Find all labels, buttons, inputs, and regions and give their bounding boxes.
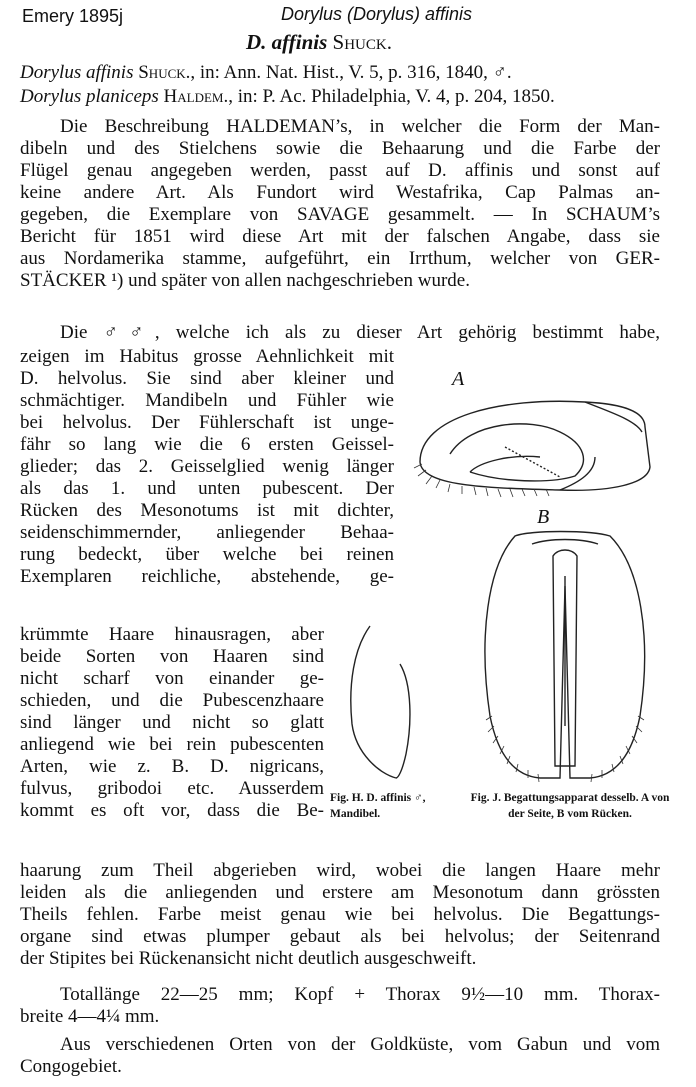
mandible-illustration xyxy=(340,624,420,784)
synonym-author: Haldem., xyxy=(163,86,233,107)
genitalia-side-view-illustration xyxy=(410,392,670,502)
text-line: dibeln und des Stielchens sowie die Behaarung und die Farbe der xyxy=(20,138,660,159)
text-line: der Stipites bei Rückenansicht nicht deutlich ausgeschweift. xyxy=(20,948,477,969)
text-line: Rücken des Mesonotums ist mit dichter, xyxy=(20,500,394,521)
header-citation: Emery 1895j xyxy=(22,6,124,26)
paragraph-2-narrow xyxy=(20,346,394,588)
text-line: Flügel genau angegeben werden, passt auf D. affinis und sonst auf xyxy=(20,160,660,181)
synonym-name: Dorylus affinis xyxy=(20,62,134,83)
text-line: Exemplaren reichliche, abstehende, ge- xyxy=(20,566,394,587)
text-line: Die Beschreibung HALDEMAN’s, in welcher die Form der Man- xyxy=(60,116,660,137)
species-title xyxy=(246,30,392,55)
figure-caption-h: Fig. H. D. affinis ♂, Mandibel. xyxy=(330,792,426,820)
paragraph-2-start xyxy=(20,322,660,344)
text-line: gegeben, die Exemplare von SAVAGE gesammelt. — In SCHAUM’s xyxy=(20,204,660,225)
text-line: organe sind etwas plumper gebaut als bei helvolus; der Seitenrand xyxy=(20,926,660,947)
title-name: D. affinis xyxy=(246,30,328,54)
text-line: keine andere Art. Als Fundort wird Westafrika, Cap Palmas an- xyxy=(20,182,660,203)
figure-label-a: A xyxy=(452,368,465,390)
text-line: nicht scharf von einander ge- xyxy=(20,668,324,689)
synonym-line xyxy=(20,62,512,84)
text-line: schieden, und die Pubescenzhaare xyxy=(20,690,324,711)
text-line: Arten, wie z. B. D. nigricans, xyxy=(20,756,324,777)
header-taxon: Dorylus (Dorylus) affinis xyxy=(281,4,473,24)
text-line: schmächtiger. Mandibeln und Fühler wie xyxy=(20,390,394,411)
figure-caption-j: Fig. J. Begattungsapparat desselb. A von der Seite, B vom Rücken. xyxy=(470,792,670,820)
paragraph-2-narrower xyxy=(20,624,324,822)
text-line: haarung zum Theil abgerieben wird, wobei die langen Haare mehr xyxy=(20,860,660,881)
text-line: Congogebiet. xyxy=(20,1056,122,1077)
text-line: seidenschimmernder, anliegender Behaa- xyxy=(20,522,394,543)
text-line: breite 4—4¼ mm. xyxy=(20,1006,160,1027)
text-line: fähr so lang wie die 6 ersten Geissel- xyxy=(20,434,394,455)
text-line: Aus verschiedenen Orten von der Goldküste, vom Gabun und vom xyxy=(60,1034,660,1055)
text-line: als das 1. und unten pubescent. Der xyxy=(20,478,394,499)
measurements xyxy=(20,984,660,1028)
text-line: bei helvolus. Der Fühlerschaft ist unge- xyxy=(20,412,394,433)
text-line: Totallänge 22—25 mm; Kopf + Thorax 9½—10 mm. Thorax- xyxy=(60,984,660,1005)
text-line: glieder; das 2. Geisselglied wenig länger xyxy=(20,456,394,477)
text-line: STÄCKER ¹) und später von allen nachgeschrieben wurde. xyxy=(20,270,470,291)
text-line: D. helvolus. Sie sind aber kleiner und xyxy=(20,368,394,389)
text-line: zeigen im Habitus grosse Aehnlichkeit mit xyxy=(20,346,394,367)
text-line: beide Sorten von Haaren sind xyxy=(20,646,324,667)
figure-label-b: B xyxy=(537,506,550,528)
synonym-reference: in: Ann. Nat. Hist., V. 5, p. 316, 1840, ♂. xyxy=(199,62,512,83)
synonym-name: Dorylus planiceps xyxy=(20,86,159,107)
paragraph-1 xyxy=(20,116,660,292)
text-line: Theils fehlen. Farbe meist genau wie bei helvolus. Die Begattungs- xyxy=(20,904,660,925)
text-line: fulvus, gribodoi etc. Ausserdem xyxy=(20,778,324,799)
text-line: Bericht für 1851 wird diese Art mit der falschen Angabe, dass sie xyxy=(20,226,660,247)
synonym-line xyxy=(20,86,555,108)
synonym-author: Shuck., xyxy=(138,62,196,83)
text-line: krümmte Haare hinausragen, aber xyxy=(20,624,324,645)
text-line: kommt es oft vor, dass die Be- xyxy=(20,800,324,821)
text-line: rung bedeckt, über welche bei reinen xyxy=(20,544,394,565)
text-line: leiden als die anliegenden und erstere am Mesonotum dann grössten xyxy=(20,882,660,903)
genitalia-dorsal-view-illustration xyxy=(470,526,660,788)
title-author: Shuck. xyxy=(332,30,392,54)
locality xyxy=(20,1034,660,1078)
synonym-reference: in: P. Ac. Philadelphia, V. 4, p. 204, 1850. xyxy=(237,86,555,107)
text-line: aus Nordamerika stamme, aufgeführt, ein Irrthum, welcher von GER- xyxy=(20,248,660,269)
text-line: sind länger und nicht so glatt xyxy=(20,712,324,733)
paragraph-2-tail xyxy=(20,860,660,970)
text-line: Die ♂♂, welche ich als zu dieser Art gehörig bestimmt habe, xyxy=(60,322,660,343)
text-line: anliegend wie bei rein pubescenten xyxy=(20,734,324,755)
